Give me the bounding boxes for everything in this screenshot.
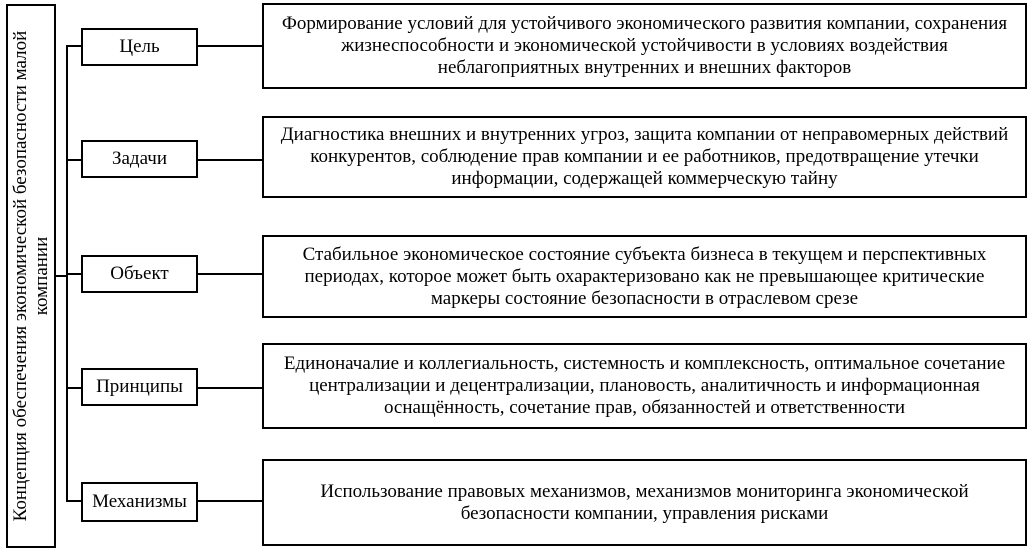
desc-tasks: Диагностика внешних и внутренних угроз, защита компании от неправомерных действий конкурентов, соблюдение прав компании и ее работников, предотвращение утечки информации, содержащей коммерческую тайну bbox=[280, 124, 1009, 189]
link-line bbox=[198, 387, 262, 389]
label-box-object bbox=[81, 255, 198, 293]
branch-line bbox=[66, 45, 82, 47]
link-line bbox=[198, 159, 262, 161]
branch-line bbox=[66, 159, 82, 161]
desc-box-tasks bbox=[262, 116, 1027, 198]
link-line bbox=[198, 273, 262, 275]
label-tasks: Задачи bbox=[111, 148, 167, 169]
desc-principles: Единоначалие и коллегиальность, системность и комплексность, оптимальное сочетание централизации и децентрализации, плановость, аналитичность и информационная оснащённость, сочетание прав, обязанностей и ответственности bbox=[283, 353, 1006, 418]
branch-line bbox=[66, 387, 82, 389]
label-goal: Цель bbox=[119, 36, 160, 57]
desc-goal: Формирование условий для устойчивого экономического развития компании, сохранения жизнеспособности и экономической устойчивости в условиях воздействия неблагоприятных внутренних и внешних факторов bbox=[281, 13, 1008, 78]
label-box-principles bbox=[81, 368, 198, 406]
label-principles: Принципы bbox=[96, 376, 183, 397]
branch-line bbox=[66, 500, 82, 502]
desc-object: Стабильное экономическое состояние субъекта бизнеса в текущем и перспективных периодах, которое может быть охарактеризовано как не превышающее критические маркеры состояние безопасности в отраслевом срезе bbox=[302, 243, 987, 309]
desc-box-mechanisms bbox=[262, 459, 1027, 546]
branch-line bbox=[66, 273, 82, 275]
label-box-mechanisms bbox=[81, 482, 198, 522]
desc-box-goal bbox=[262, 3, 1027, 89]
concept-title: Концепция обеспечения экономической безопасности малой компании bbox=[10, 30, 52, 522]
concept-box bbox=[6, 4, 56, 548]
link-line bbox=[198, 45, 262, 47]
label-mechanisms: Механизмы bbox=[92, 491, 187, 512]
label-box-goal bbox=[81, 28, 198, 66]
link-line bbox=[198, 500, 262, 502]
desc-box-principles bbox=[262, 343, 1027, 429]
label-box-tasks bbox=[81, 140, 198, 178]
desc-box-object bbox=[262, 235, 1027, 318]
desc-mechanisms: Использование правовых механизмов, механизмов мониторинга экономической безопасности компании, управления рисками bbox=[320, 480, 969, 524]
label-object: Объект bbox=[110, 263, 169, 284]
